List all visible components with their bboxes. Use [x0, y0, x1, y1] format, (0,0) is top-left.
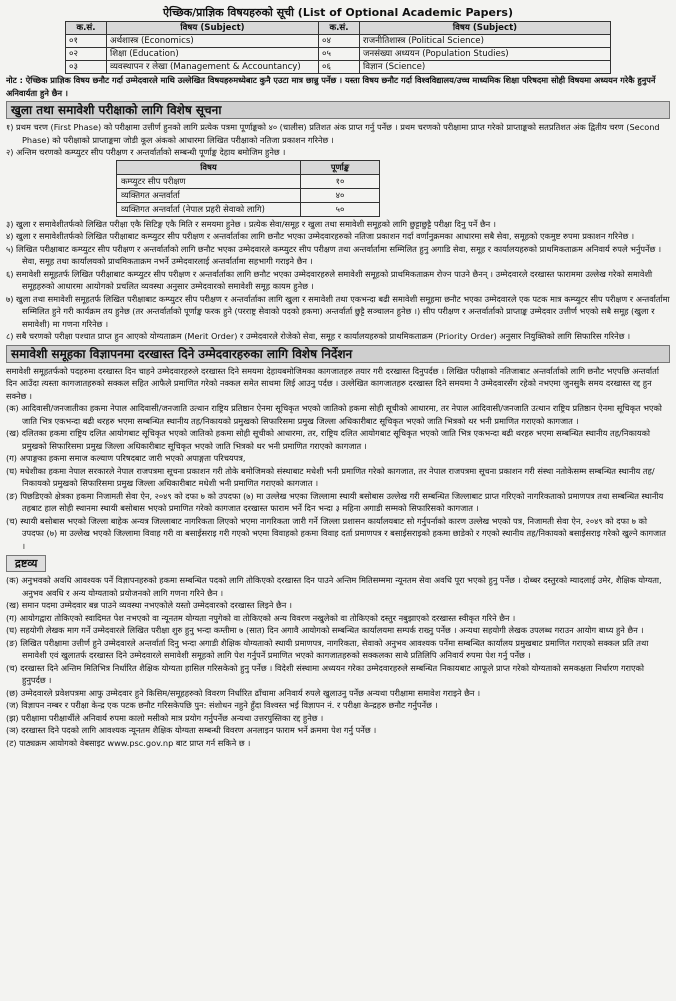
- col-header-sn: क.सं.: [319, 22, 360, 35]
- marks-table: [116, 160, 380, 217]
- note-item: (ञ) दरखास्त दिने पदको लागि आवश्यक न्यूनतम शैक्षिक योग्यता सम्बन्धी विवरण अनलाइन फाराम भर्ने क्रममा पेश गर्नु पर्नेछ ।: [6, 725, 377, 735]
- instruction-item: ५) लिखित परीक्षाबाट कम्प्युटर सीप परीक्षण र अन्तर्वार्ताको लागि छनौट भएका उम्मेदवारले कम्प्युटर सीप परीक्षण तथा अन्तर्वार्तामा सम्मिलित हुनु अगाडि सेवा, समूह र कार्यालयहरुको प्राथमिकताक्रम अनिवार्य रुपले भर्नुपर्नेछ । सेवा, समूह तथा कार्यालयको प्राथमिकताक्रम नभर्ने उम्मेदवारलाई अन्तर्वार्तामा सहभागी गराइने छैन ।: [6, 243, 662, 266]
- inclusive-guidelines-banner: समावेशी समूहका विज्ञापनमा दरखास्त दिने उम्मेदवारहरुका लागि विशेष निर्देशन: [6, 345, 670, 363]
- cell: ४०: [301, 188, 380, 202]
- note-item: (ग) आयोगद्वारा तोकिएको स्वादिमत पेश नभएको वा न्यूनतम योग्यता नपुगेको वा तोकिएको अन्य विवरण नखुलेको वा तोकिएको दस्तुर नबुझाएको दरखास्त स्वीकृत गरिने छैन ।: [6, 612, 516, 623]
- table-header-row: [66, 22, 611, 35]
- cell: व्यवस्थापन र लेखा (Management & Accountancy): [107, 61, 319, 74]
- note-item: (झ) परीक्षामा परीक्षार्थीले अनिवार्य रुपमा कालो मसीको मात्र प्रयोग गर्नुपर्नेछ अन्यथा उत्तरपुस्तिका रद्द हुनेछ ।: [6, 712, 324, 723]
- table-row: [117, 174, 380, 188]
- instruction-item: ६) समावेशी समूहतर्फ लिखित परीक्षाबाट कम्प्युटर सीप परीक्षण र अन्तर्वार्ताका लागि छनौट भएका उम्मेदवारहरुले समावेशी समूहको प्राथमिकताक्रम रोज्न पाउने छैनन् । उम्मेदवारले दरखास्त फाराममा उल्लेख गरेको समावेशी समूहहरुको आधारमा आयोगको प्रचलित व्यवस्था अनुसार उम्मेदवारको समावेशी समूह कायम हुनेछ ।: [6, 268, 653, 291]
- table-header-row: [117, 160, 380, 174]
- cell: विज्ञान (Science): [360, 61, 611, 74]
- instruction-item: ८) सबै चरणको परीक्षा पश्चात प्राप्त हुन आएको योग्यताक्रम (Merit Order) र उम्मेदवारले रोजेको सेवा, समूह र कार्यालयहरुको प्राथमिकताक्रम (Priority Order) अनुसार नियुक्तिको लागि सिफारिस गरिनेछ ।: [6, 331, 631, 341]
- cell: ०५: [319, 48, 360, 61]
- note-item: (च) दरखास्त दिने अन्तिम मितिभित्र निर्धारित शैक्षिक योग्यता हासिल गरिसकेको हुनु पर्नेछ । विदेशी संस्थामा अध्ययन गरेका उम्मेदवारहरुले सम्बन्धित निकायबाट आफूले प्राप्त गरेको योग्यताको समकक्षता निर्धारण गराएको हुनुपर्दछ ।: [6, 662, 644, 685]
- optional-papers-title: ऐच्छिक/प्राज्ञिक विषयहरुको सूची (List of Optional Academic Papers): [163, 6, 513, 19]
- note-item: (ज) विज्ञापन नम्बर र परीक्षा केन्द्र एक पटक छनौट गरिसकेपछि पुन: संशोधन नहुने हुँदा विश्वस्त भई विज्ञापन नं. र परीक्षा केन्द्रहरु छनौट गर्नुपर्नेछ ।: [6, 700, 438, 710]
- table-row: [66, 35, 611, 48]
- col-header-subject: विषय (Subject): [360, 22, 611, 35]
- notes-heading: द्रष्टव्य: [6, 555, 46, 572]
- guideline-item: (क) आदिवासी/जनजातीका हकमा नेपाल आदिवासी/जनजाति उत्थान राष्ट्रिय प्रतिष्ठान ऐनमा सूचिकृत भएको जातिको हकमा सोही सूचीको आधारमा, तर नेपाल आदिवासी/जनजाति उत्थान राष्ट्रिय प्रतिष्ठान ऐनमा सूचिकृत भएको जाति भित्र एकभन्दा बढी थरहरु भएमा सम्बन्धित स्थानीय तह/निकायको प्रमुखको सिफारिसमा प्रमुख जिल्ला अधिकारीबाट सूचिकृत भएको जाति भित्रको थर भनी प्रमाणित गराएको कागजात ।: [6, 403, 662, 426]
- cell: जनसंख्या अध्ययन (Population Studies): [360, 48, 611, 61]
- table-row: [117, 188, 380, 202]
- guideline-item: (च) स्थायी बसोबास भएको जिल्ला बाहेक अन्यत्र जिल्लाबाट नागरिकता लिएको भएमा नागरिकता जारी गर्ने जिल्ला प्रशासन कार्यालयबाट सो गर्नुपर्नाको कारण उल्लेख भएको पत्र, निजामती सेवा ऐन, २०४९ को दफा ७ को उपदफा (७) मा उल्लेख भएको जिल्लामा विवाह गरी वा बसाईसराइ गरी गएको भएमा विवाहको हकमा विवाह दर्ता प्रमाणपत्र र बसाईसराइको हकमा छाडेको र गएको स्थानीय तह/निकायको बसाईसराइ गरेको खुल्ने कागजात ।: [6, 515, 666, 551]
- instruction-item: ३) खुला र समावेशीतर्फको लिखित परीक्षा एकै सिटिङ्ग एकै मिति र समयमा हुनेछ । प्रत्येक सेवा/समूह र खुला तथा समावेशी समूहको लागि छुट्टाछुट्टै परीक्षा दिनु पर्ने छैन ।: [6, 218, 496, 229]
- cell: ०१: [66, 35, 107, 48]
- guideline-item: (ग) अपाङ्गका हकमा समाज कल्याण परिषदबाट जारी भएको अपाङ्गता परिचयपत्र,: [6, 453, 246, 463]
- guideline-item: (ङ) पिछडिएको क्षेत्रका हकमा निजामती सेवा ऐन, २०४९ को दफा ७ को उपदफा (७) मा उल्लेख भएका जिल्लामा स्थायी बसोबास उल्लेख गरी सम्बन्धित जिल्लाबाट प्राप्त गरिएको नागरिकताको प्रमाणपत्र तथा सम्बन्धित स्थानीय तहबाट हाल सोही स्थानमा स्थायी बसोबास भएको प्रमाणित गरेको कागजात दरखास्त फाराम भर्ने दिन भन्दा ३ महिना अगाडी सम्मको सिफारिसको कागजात ।: [6, 490, 664, 513]
- optional-papers-table: [65, 21, 611, 74]
- cell: शिक्षा (Education): [107, 48, 319, 61]
- cell: ५०: [301, 202, 380, 216]
- cell: १०: [301, 174, 380, 188]
- notice-page: [6, 3, 670, 995]
- cell: राजनीतिशास्त्र (Political Science): [360, 35, 611, 48]
- guideline-item: (ख) दलितका हकमा राष्ट्रिय दलित आयोगबाट सूचिकृत भएको जातिको हकमा सोही सूचीको आधारमा, तर, राष्ट्रिय दलित आयोगबाट सूचिकृत भएको जाति भित्र एकभन्दा बढी थरहरु भएमा सम्बन्धित स्थानीय तह/निकायको प्रमुखको सिफारिसमा प्रमुख जिल्ला अधिकारीबाट सूचिकृत भएको जाति भित्रको थर भनी प्रमाणित गराएको कागजात ।: [6, 428, 651, 451]
- instruction-item: १) प्रथम चरण (First Phase) को परीक्षामा उत्तीर्ण हुनको लागि प्रत्येक पत्रमा पूर्णाङ्कको ४० (चालीस) प्रतिशत अंक प्राप्त गर्नु पर्नेछ । प्रथम चरणको परीक्षामा प्राप्त गरेको प्राप्ताङ्कको सतप्रतिशत अंक द्वितीय चरण (Second Phase) को परीक्षाको प्राप्ताङ्कमा जोडी कूल अंकको आधारमा लिखित परीक्षाको नतिजा प्रकाशन गरिनेछ ।: [6, 122, 660, 145]
- optional-papers-note: नोट : ऐच्छिक प्राज्ञिक विषय छनौट गर्दा उम्मेदवारले माथि उल्लेखित विषयहरुमध्येबाट कुनै एउटा मात्र छान्नु पर्नेछ । यस्ता विषय छनौट गर्दा विश्वविद्यालय/उच्च माध्यमिक शिक्षा परिषदमा सोही विषयमा अध्ययन गरेकै हुनुपर्ने अनिवार्यता हुने छैन ।: [6, 75, 656, 98]
- note-item: (घ) सहयोगी लेखक माग गर्ने उम्मेदवारले लिखित परीक्षा शुरु हुनु भन्दा कम्तीमा ७ (सात) दिन अगावै आयोगको सम्बन्धित कार्यालयमा सम्पर्क राख्नु पर्नेछ । अन्यथा सहयोगी लेखक उपलब्ध गराउन आयोग बाध्य हुने छैन ।: [6, 625, 644, 635]
- instruction-item: ७) खुला तथा समावेशी समूहतर्फ लिखित परीक्षाबाट कम्प्युटर सीप परीक्षण र अन्तर्वार्ताका लागि खुला र समावेशी तथा एकभन्दा बढी समावेशी समूहमा छनौट भएका उम्मेदवारले एक पटक मात्र कम्प्युटर सीप परीक्षण र अन्तर्वार्तामा सम्मिलित हुने गरी कार्यक्रम तय हुनेछ (तर अन्तर्वार्ताको पूर्णाङ्क फरक हुने (परराष्ट्र सेवाको पदको हकमा) अन्तर्वार्ता छुट्टै सञ्चालन हुनेछ ।) सीप परीक्षण र अन्तर्वार्ताको प्राप्ताङ्क उम्मेदवार उत्तीर्ण भएको सबै समूह (खुला र समावेशी) मा गणना गरिनेछ ।: [6, 293, 670, 329]
- col-header-subject: विषय: [117, 160, 301, 174]
- cell: अर्थशास्त्र (Economics): [107, 35, 319, 48]
- col-header-subject: विषय (Subject): [107, 22, 319, 35]
- cell: ०४: [319, 35, 360, 48]
- note-item: (क) अनुभवको अवधि आवश्यक पर्ने विज्ञापनहरुको हकमा सम्बन्धित पदको लागि तोकिएको दरखास्त दिन पाउने अन्तिम मितिसम्ममा न्यूनतम सेवा अवधि पूरा भएको हुनु पर्नेछ । दोब्बर दस्तुरको म्यादलाई उमेर, शैक्षिक योग्यता, अनुभव अवधि र अन्य योग्यताको प्रयोजनको लागि गणना गरिने छैन ।: [6, 575, 662, 598]
- open-inclusive-banner: खुला तथा समावेशी परीक्षाको लागि विशेष सूचना: [6, 101, 670, 119]
- table-row: [66, 48, 611, 61]
- guidelines-intro: समावेशी समूहतर्फको पदहरुमा दरखास्त दिन चाहने उम्मेदवारहरुले दरखास्त दिने समयमा देहायबमोजिमका कागजातहरु तयार गरी दरखास्त दिनुपर्दछ । लिखित परीक्षाको नतिजाबाट अन्तर्वार्ताको लागि छनौट भएपछि अन्तर्वार्ता दिन आउँदा त्यस्ता कागजातहरुको सक्कल सहित आफैले प्रमाणित गरेको नक्कल समेत साथमा लिई आउनु पर्दछ । उल्लेखित कागजातहरु दरखास्त दिने समयमा नै उम्मेदवारसँग रहेको नभएमा जुनसुकै समय दरखास्त रद्द हुन सक्नेछ ।: [6, 365, 659, 401]
- note-item: (छ) उम्मेदवारले प्रवेशपत्रमा आफु उम्मेदवार हुने किसिम/समूहहरुको विवरण निर्धारित ढाँचामा अनिवार्य रुपले खुलाउनु पर्नेछ अन्यथा परीक्षामा समावेश गराइने छैन ।: [6, 687, 481, 698]
- cell: कम्प्युटर सीप परीक्षण: [117, 174, 301, 188]
- guideline-item: (घ) मधेशीका हकमा नेपाल सरकारले नेपाल राजपत्रमा सूचना प्रकाशन गरी तोके बमोजिमको संस्थाबाट मधेशी भनी प्रमाणित गरेको कागजात, तर नेपाल राजपत्रमा सूचना प्रकाशन गरी संस्था नतोकेसम्म सम्बन्धित स्थानीय तह/निकायको प्रमुखको सिफारिसमा प्रमुख जिल्ला अधिकारीबाट मधेशी भनी प्रमाणित गराएको कागजात ।: [6, 465, 655, 488]
- cell: ०३: [66, 61, 107, 74]
- note-item: (ट) पाठ्यक्रम आयोगको वेबसाइट www.psc.gov.np बाट प्राप्त गर्न सकिने छ ।: [6, 737, 251, 748]
- cell: ०६: [319, 61, 360, 74]
- instruction-item: २) अन्तिम चरणको कम्प्युटर सीप परीक्षण र अन्तर्वार्ताको सम्बन्धी पूर्णाङ्क देहाय बमोजिम हुनेछ ।: [6, 147, 286, 157]
- cell: व्यक्तिगत अन्तर्वार्ता: [117, 188, 301, 202]
- table-row: [117, 202, 380, 216]
- note-item: (ङ) लिखित परीक्षामा उत्तीर्ण हुने उम्मेदवारले अन्तर्वार्ता दिनु भन्दा अगाडी शैक्षिक योग्यताको स्थायी प्रमाणपत्र, नागरिकता, सेवाको अनुभव आवश्यक पर्नेमा सम्बन्धित कार्यालय प्रमुखबाट प्रमाणित गराएको सक्कल प्रति तथा समावेशी एवं खुलातर्फ दरखास्त दिने उम्मेदवारले समावेशी समूहको लागि पेश गर्नुपर्ने प्रमाणित भएको कागजातहरुको सक्कलका साथै प्रतिलिपि अनिवार्य रुपमा पेश गर्नु पर्नेछ ।: [6, 637, 649, 660]
- col-header-sn: क.सं.: [66, 22, 107, 35]
- col-header-full-marks: पूर्णाङ्क: [301, 160, 380, 174]
- cell: व्यक्तिगत अन्तर्वार्ता (नेपाल प्रहरी सेवाको लागि): [117, 202, 301, 216]
- cell: ०२: [66, 48, 107, 61]
- note-item: (ख) समान पदमा उम्मेदवार बन्न पाउने व्यवस्था नभएकोले यस्तो उम्मेदवारको दरखास्त लिइने छैन ।: [6, 600, 292, 610]
- instruction-item: ४) खुला र समावेशीतर्फको लिखित परीक्षाबाट कम्प्युटर सीप परीक्षण र अन्तर्वार्ताका लागि छनौट भएका उम्मेदवारहरुको नतिजा प्रकाशन गर्दा वर्णानुक्रमका आधारमा सबै सेवा, समूहको एकमुष्ट रुपमा प्रकाशन गरिनेछ ।: [6, 231, 635, 241]
- table-row: [66, 61, 611, 74]
